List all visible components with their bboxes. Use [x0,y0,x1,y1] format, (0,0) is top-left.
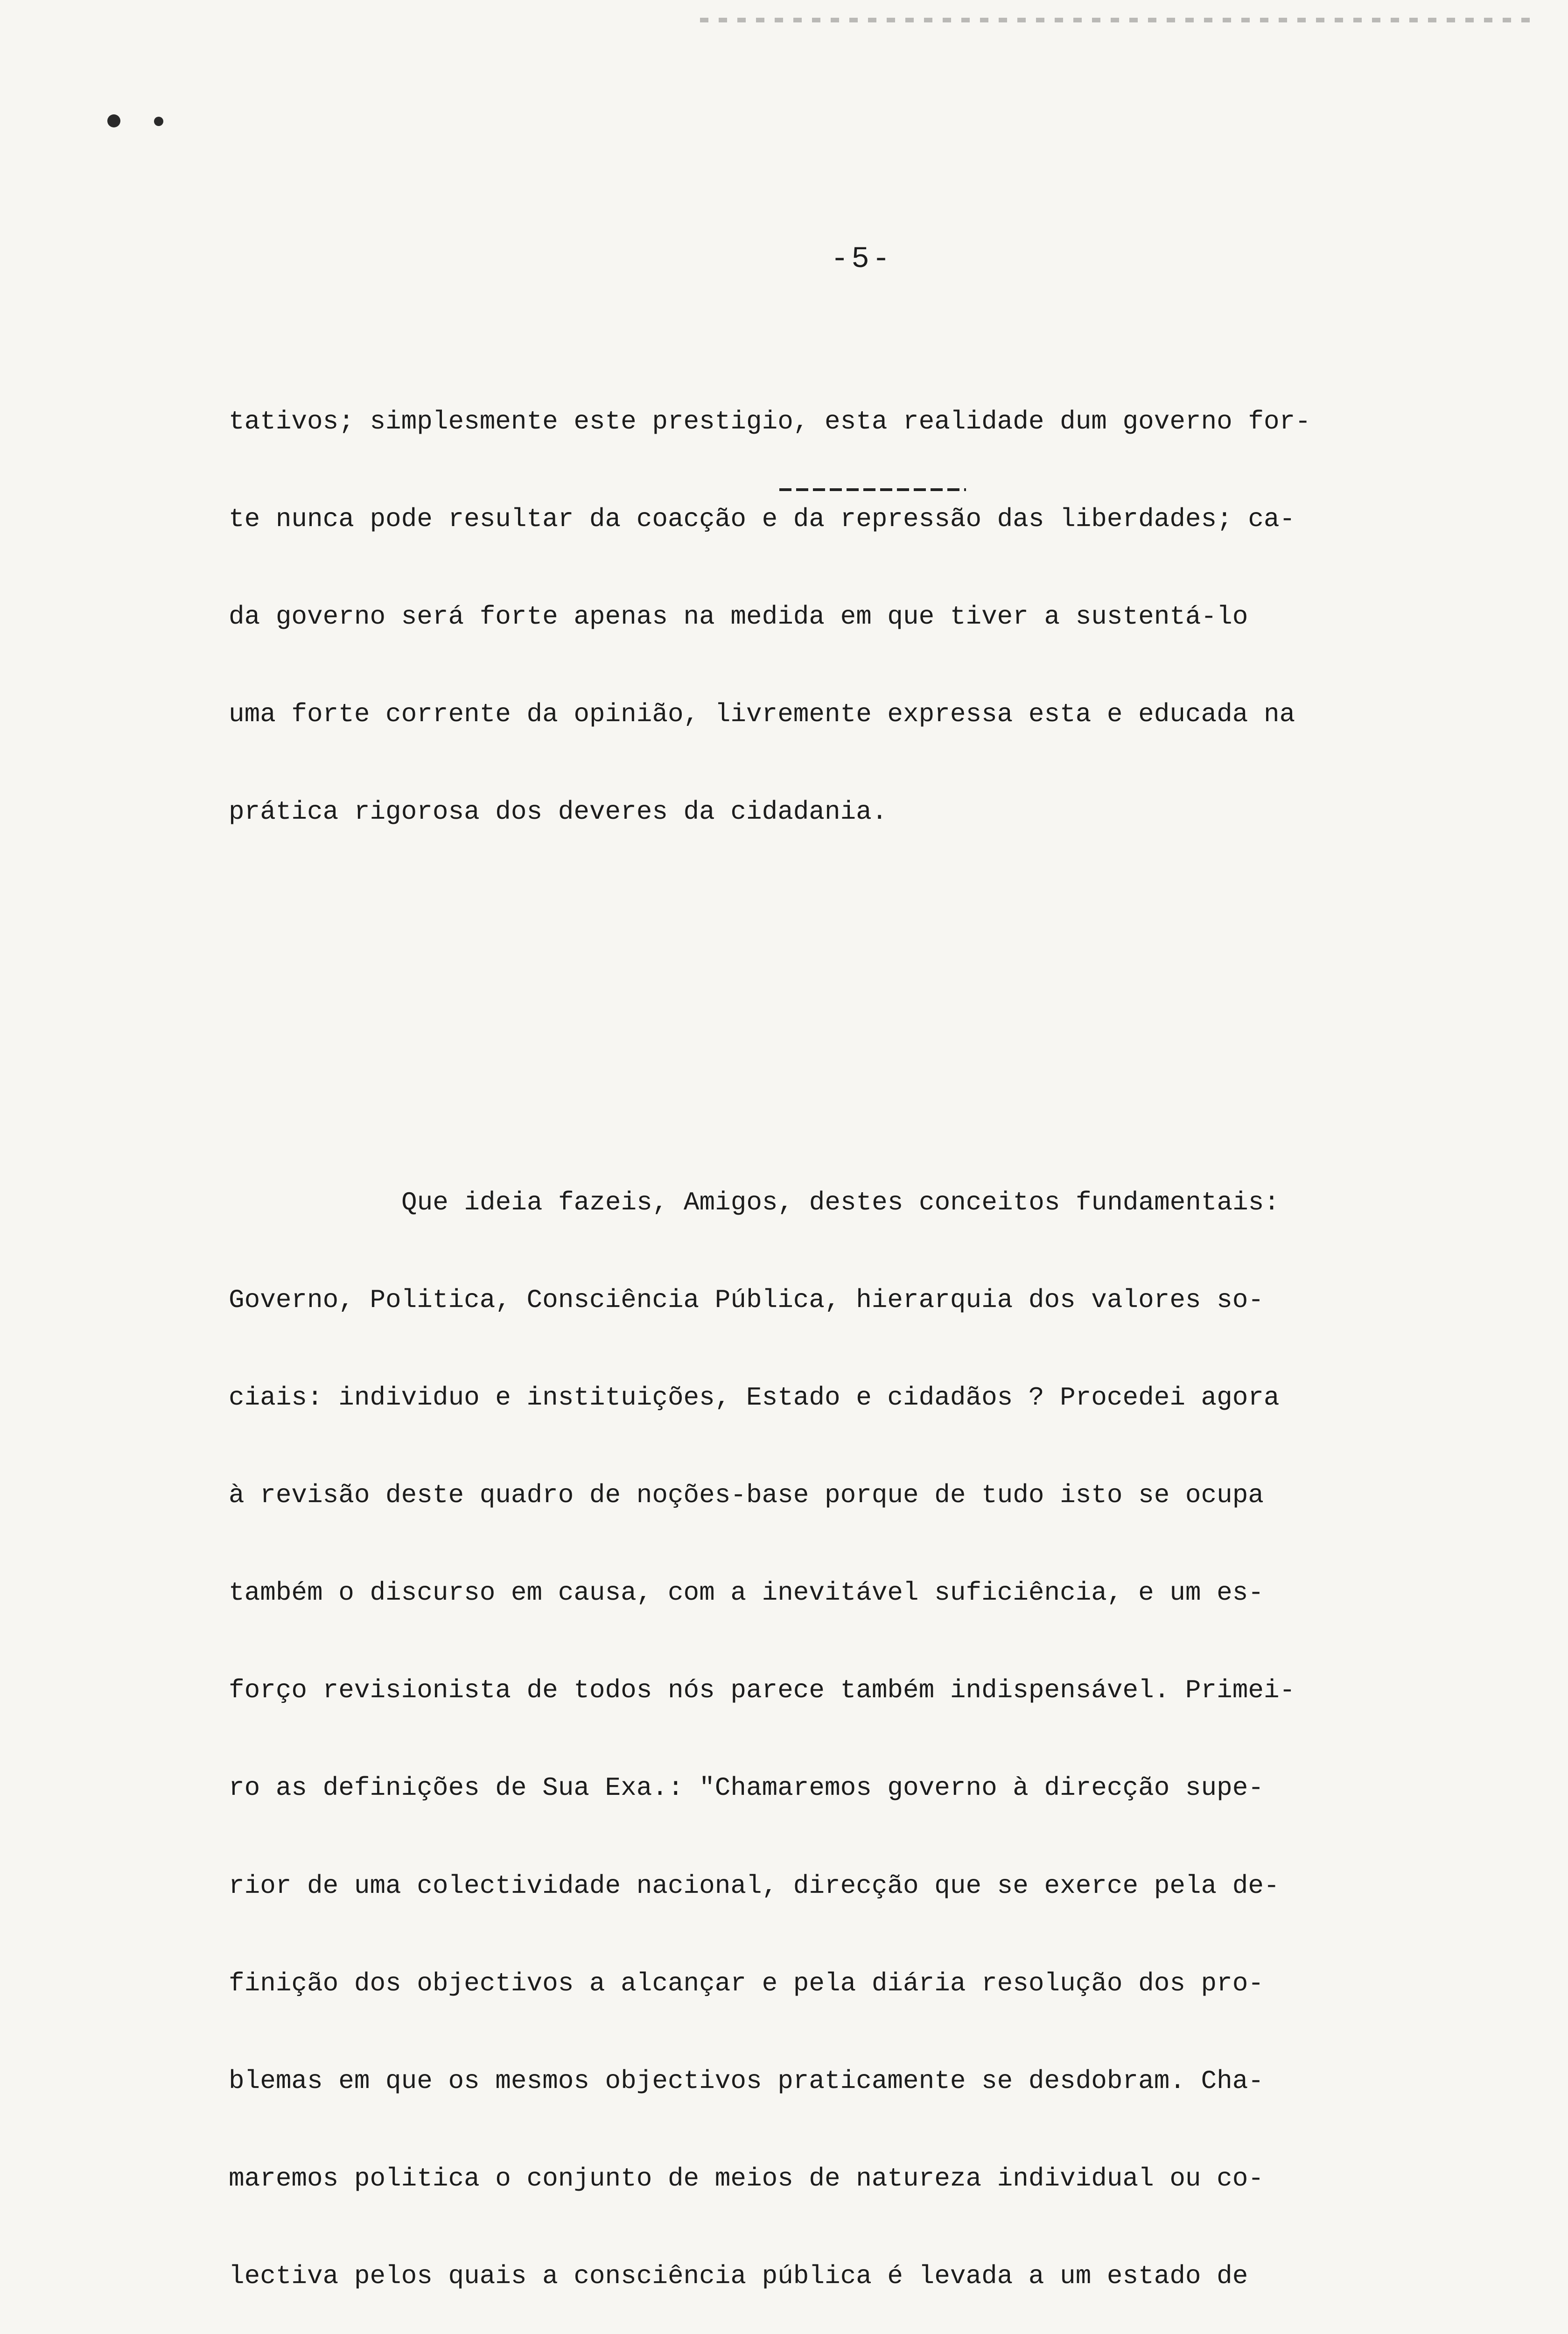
scan-artifact-top [700,18,1540,22]
text-line: também o discurso em causa, com a inevitável suficiência, e um es- [229,1578,1264,1608]
text-line: ro as definições de Sua Exa.: "Chamaremos governo à direcção supe- [229,1773,1264,1803]
text-line: finição dos objectivos a alcançar e pela diária resolução dos pro- [229,1968,1264,1998]
text-line: tativos; simplesmente este prestigio, esta realidade dum governo for- [229,407,1311,437]
text-line: uma forte corrente da opinião, livremente expressa esta e educada na [229,699,1295,730]
text-line: rior de uma colectividade nacional, direcção que se exerce pela de- [229,1870,1280,1901]
text-line: à revisão deste quadro de noções-base porque de tudo isto se ocupa [229,1480,1264,1511]
body-text [229,308,1535,2334]
text-line: maremos politica o conjunto de meios de natureza individual ou co- [229,2163,1264,2193]
page-number: -5- [831,243,893,276]
text-line: te nunca pode resultar da coacção e da repressão das liberdades; ca- [229,504,1295,534]
separator-text [779,474,936,504]
text-line: da governo será forte apenas na medida em que tiver a sustentá-lo [229,602,1248,632]
scan-artifact-mark-2 [154,117,163,126]
text-line: blemas em que os mesmos objectivos praticamente se desdobram. Cha- [229,2066,1264,2096]
text-line: lectiva pelos quais a consciência pública é levada a um estado de [229,2261,1248,2291]
text-line: forço revisionista de todos nós parece também indispensável. Primei- [229,1675,1295,1706]
text-line: Governo, Politica, Consciência Pública, hierarquia dos valores so- [229,1285,1264,1315]
text-line: prática rigorosa dos deveres da cidadania. [229,797,888,827]
text-line: Que ideia fazeis, Amigos, destes conceitos fundamentais: [401,1187,1280,1217]
scan-artifact-mark [107,114,120,127]
text-line: ciais: individuo e instituições, Estado e cidadãos ? Procedei agora [229,1383,1280,1413]
